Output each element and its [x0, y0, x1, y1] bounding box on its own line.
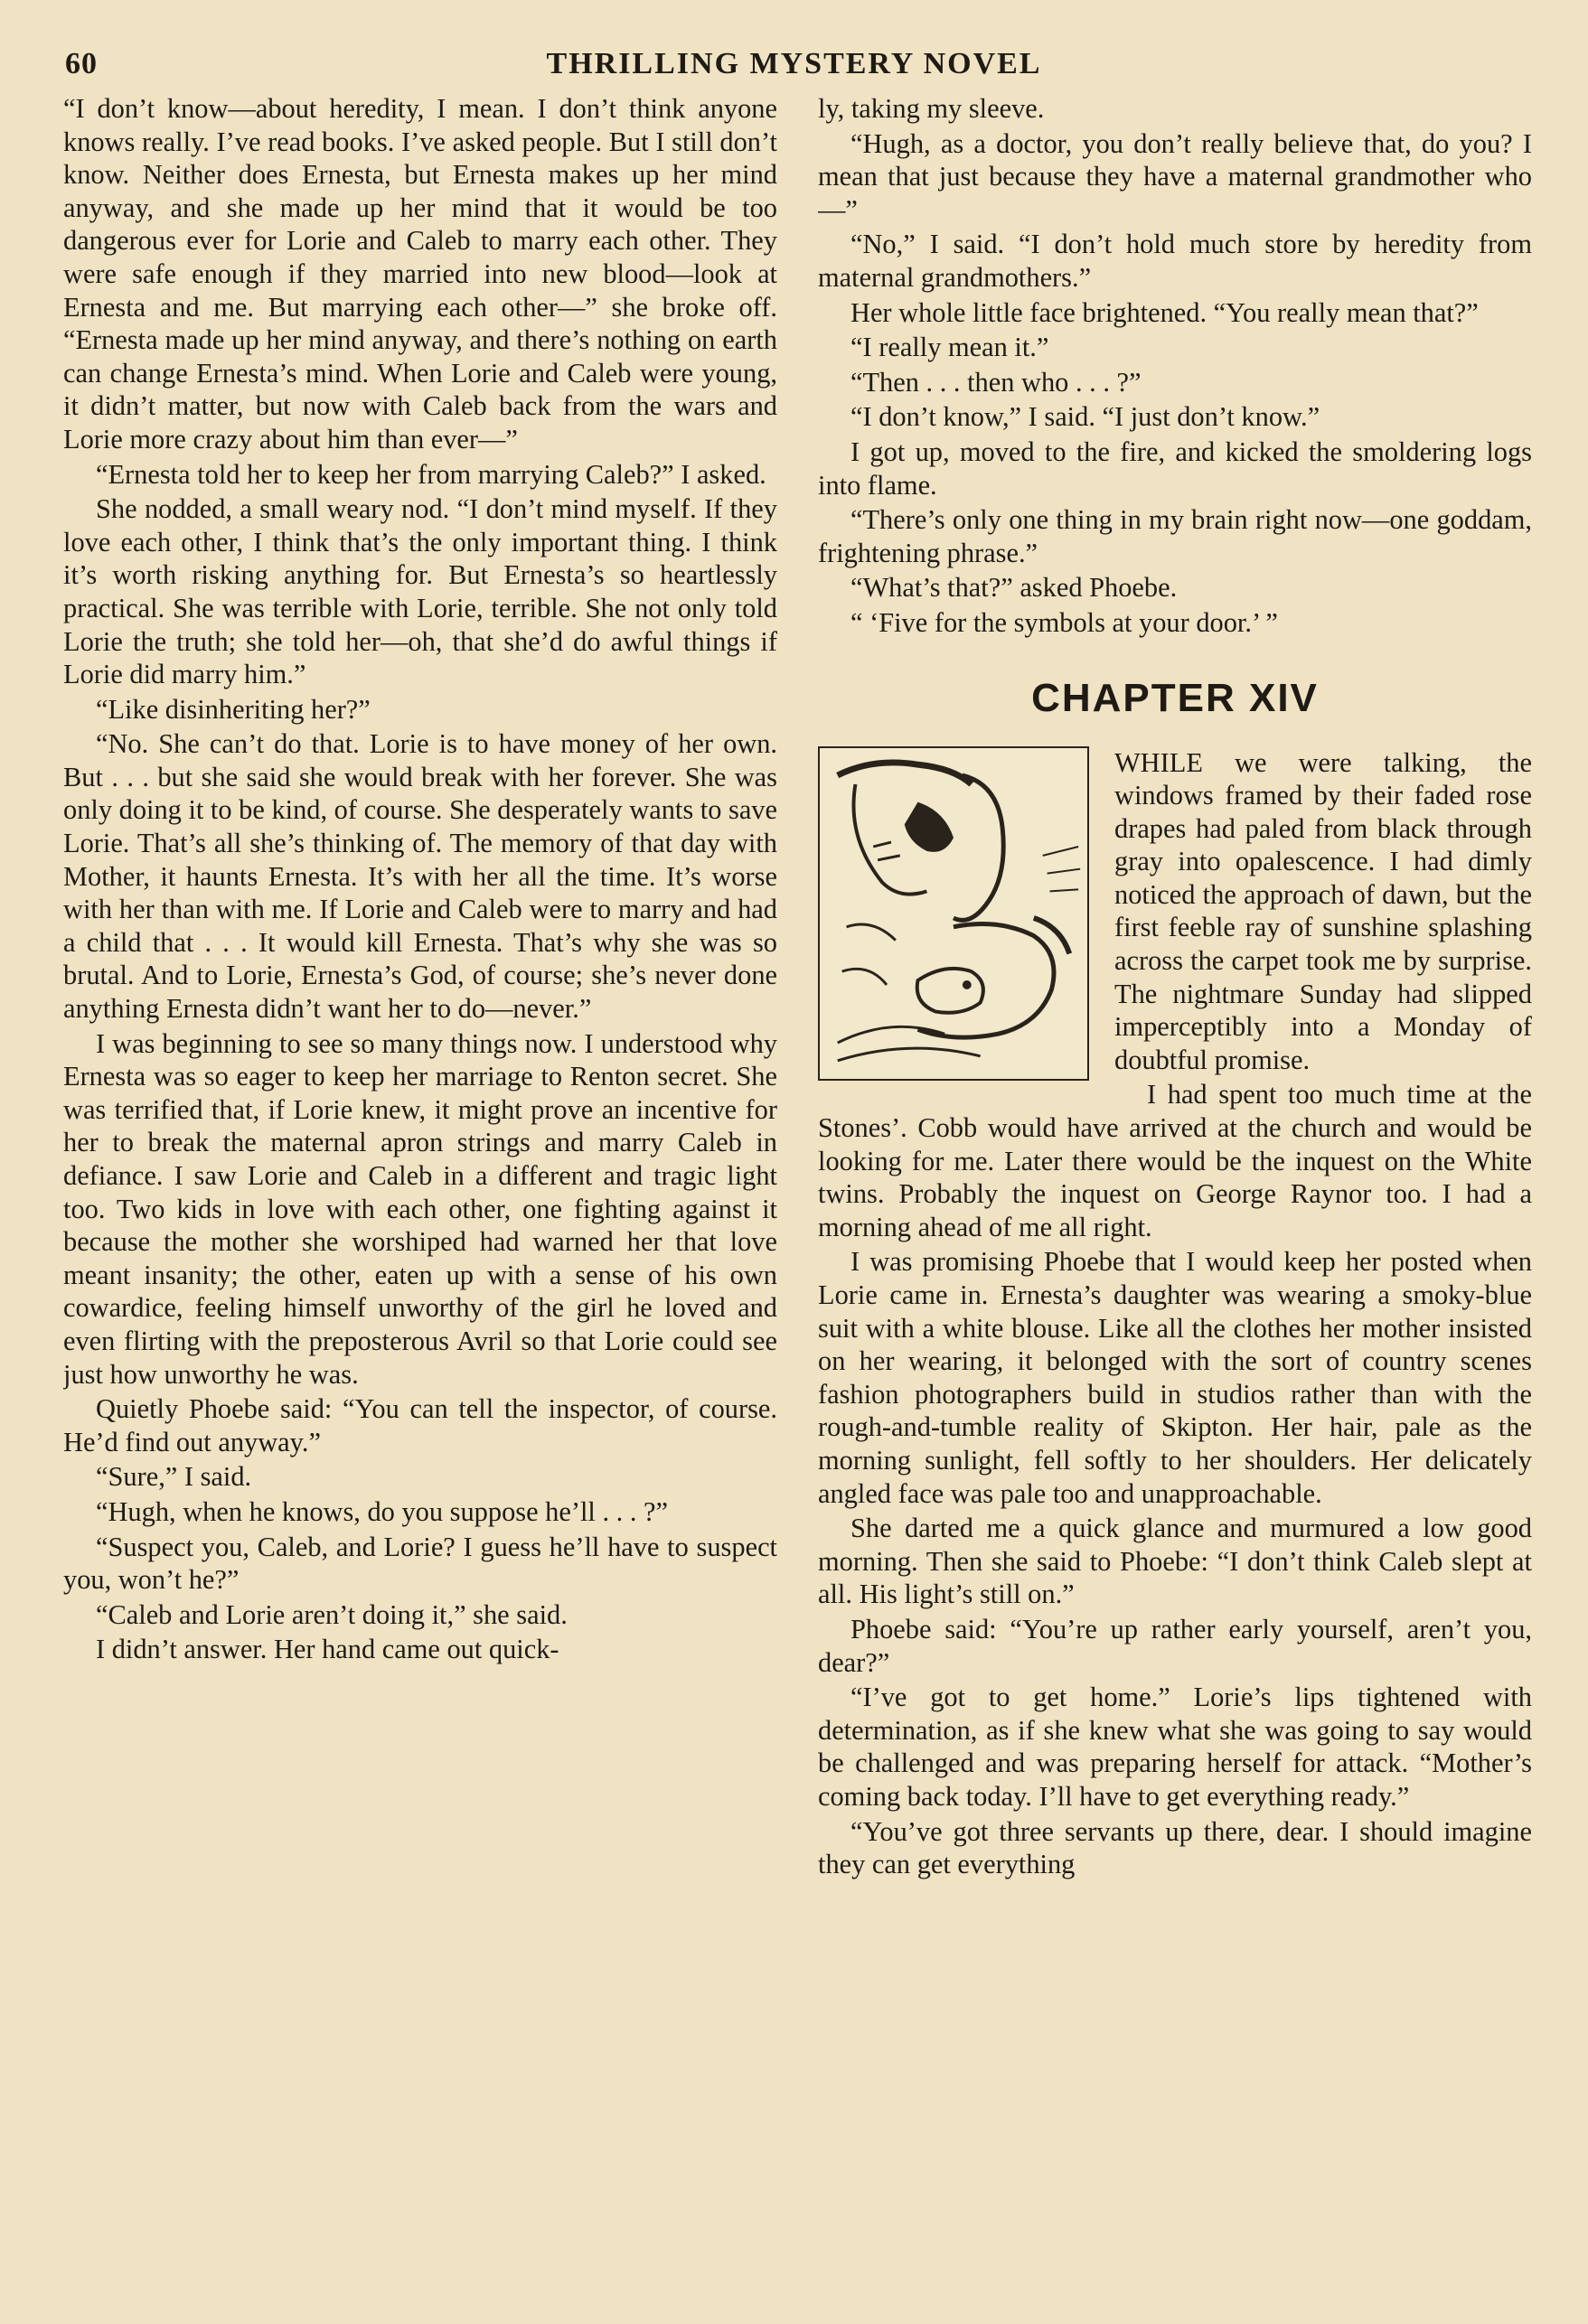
- paragraph: “Hugh, when he knows, do you suppose he’ll . . . ?”: [96, 1495, 669, 1527]
- paragraph: “What’s that?” asked Phoebe.: [850, 572, 1178, 604]
- paragraph: “No,” I said. “I don’t hold much store by heredity from maternal grandmothers.”: [818, 229, 1532, 293]
- paragraph: She darted me a quick glance and murmured a low good morning. Then she said to Phoebe: “I don’t think Caleb slept at all. His light’s still on.”: [818, 1513, 1532, 1610]
- paragraph: WHILE we were talking, the windows framed by their faded rose drapes had paled from black through gray into opalescence. I had dimly noticed the approach of dawn, but the first feeble ray of sunshine splashing across the carpet took me by surprise. The nightmare Sunday had slipped imperceptibly into a Monday of doubtful promise.: [1114, 746, 1532, 1075]
- paragraph: “Hugh, as a doctor, you don’t really believe that, do you? I mean that just because they have a maternal grandmother who—”: [818, 127, 1532, 225]
- running-title: THRILLING MYSTERY NOVEL: [546, 47, 1042, 80]
- paragraph: “No. She can’t do that. Lorie is to have money of her own. But . . . but she said she would break with her forever. She was only doing it to be kind, of course. She desperately wants to save Lorie. That’s all she’s thinking of. The memory of that day with Mother, it haunts Ernesta. It’s with her all the time. It’s worse with her than with me. If Lorie and Caleb were to marry and had a child that . . . It would kill Ernesta. That’s why she was so brutal. And to Lorie, Ernesta’s God, of course; she’s never done anything Ernesta didn’t want her to do—never.”: [63, 728, 777, 1025]
- paragraph: “Suspect you, Caleb, and Lorie? I guess he’ll have to suspect you, won’t he?”: [63, 1531, 777, 1596]
- paragraph: ly, taking my sleeve.: [818, 93, 1045, 124]
- paragraph: “Like disinheriting her?”: [96, 693, 371, 725]
- paragraph: She nodded, a small weary nod. “I don’t mind myself. If they love each other, I think that’s the only important thing. I think it’s worth risking anything for. But Ernesta’s so heartlessly practical. She was terrible with Lorie, terrible. She not only told Lorie the truth; she told her—oh, that she’d do awful things if Lorie did marry him.”: [63, 493, 777, 690]
- right-column: [818, 92, 1532, 2297]
- chapter-title: CHAPTER XIV: [1031, 675, 1319, 720]
- paragraph: “I’ve got to get home.” Lorie’s lips tightened with determination, as if she knew what she was going to say would be challenged and was preparing herself for attack. “Mother’s coming back today. I’ll have to get everything ready.”: [818, 1682, 1532, 1812]
- paragraph: “Ernesta told her to keep her from marrying Caleb?” I asked.: [96, 458, 766, 490]
- paragraph: “There’s only one thing in my brain right now—one goddam, frightening phrase.”: [818, 504, 1532, 568]
- paragraph: “ ‘Five for the symbols at your door.’ ”: [850, 606, 1278, 638]
- paragraph: “Caleb and Lorie aren’t doing it,” she said.: [96, 1598, 568, 1630]
- paragraph: I got up, moved to the fire, and kicked the smoldering logs into flame.: [818, 436, 1532, 501]
- paragraph: Her whole little face brightened. “You really mean that?”: [850, 296, 1479, 328]
- paragraph: I had spent too much time at the Stones’. Cobb would have arrived at the church and would be looking for me. Later there would be the inquest on the White twins. Probably the inquest on George Raynor too. I had a morning ahead of me all right.: [818, 1079, 1532, 1242]
- two-faces-sketch-icon: [818, 746, 1089, 1081]
- paragraph: “I don’t know,” I said. “I just don’t know.”: [850, 401, 1320, 433]
- paragraph: I was promising Phoebe that I would keep her posted when Lorie came in. Ernesta’s daughter was wearing a smoky-blue suit with a white blouse. Like all the clothes her mother insisted on her wearing, it belonged with the sort of country scenes fashion photographers build in studios rather than with the rough-and-tumble reality of Skipton. Her hair, pale as the morning sunlight, fell softly to her shoulders. Her delicately angled face was pale too and unapproachable.: [818, 1246, 1532, 1509]
- paragraph: “You’ve got three servants up there, dear. I should imagine they can get everything: [818, 1815, 1532, 1880]
- page-number: 60: [65, 47, 98, 80]
- paragraph: “I don’t know—about heredity, I mean. I don’t think anyone knows really. I’ve read books. I’ve asked people. But I still don’t know. Neither does Ernesta, but Ernesta makes up her mind anyway, and she made up her mind that it would be too dangerous ever for Lorie and Caleb to marry each other. They were safe enough if they married into new blood—look at Ernesta and me. But marrying each other—” she broke off. “Ernesta made up her mind anyway, and there’s nothing on earth can change Ernesta’s mind. When Lorie and Caleb were young, it didn’t matter, but now with Caleb back from the wars and Lorie more crazy about him than ever—”: [63, 93, 777, 454]
- paragraph: Quietly Phoebe said: “You can tell the inspector, of course. He’d find out anyway.”: [63, 1393, 777, 1457]
- paragraph: “Then . . . then who . . . ?”: [850, 366, 1142, 398]
- paragraph: Phoebe said: “You’re up rather early yourself, aren’t you, dear?”: [818, 1613, 1532, 1678]
- paragraph: “I really mean it.”: [850, 332, 1049, 363]
- paragraph: “Sure,” I said.: [96, 1461, 252, 1493]
- left-column: [63, 92, 777, 2297]
- paragraph: I didn’t answer. Her hand came out quick-: [96, 1634, 559, 1665]
- paragraph: I was beginning to see so many things now. I understood why Ernesta was so eager to keep her marriage to Renton secret. She was terrified that, if Lorie knew, it might prove an incentive for her to break the maternal apron strings and marry Caleb in defiance. I saw Lorie and Caleb in a different and tragic light too. Two kids in love with each other, one fighting against it because the mother she worshiped had warned her that love meant insanity; the other, eaten up with a sense of his own cowardice, feeling himself unworthy of the girl he loved and even flirting with the preposterous Avril so that Lorie could see just how unworthy he was.: [63, 1027, 777, 1390]
